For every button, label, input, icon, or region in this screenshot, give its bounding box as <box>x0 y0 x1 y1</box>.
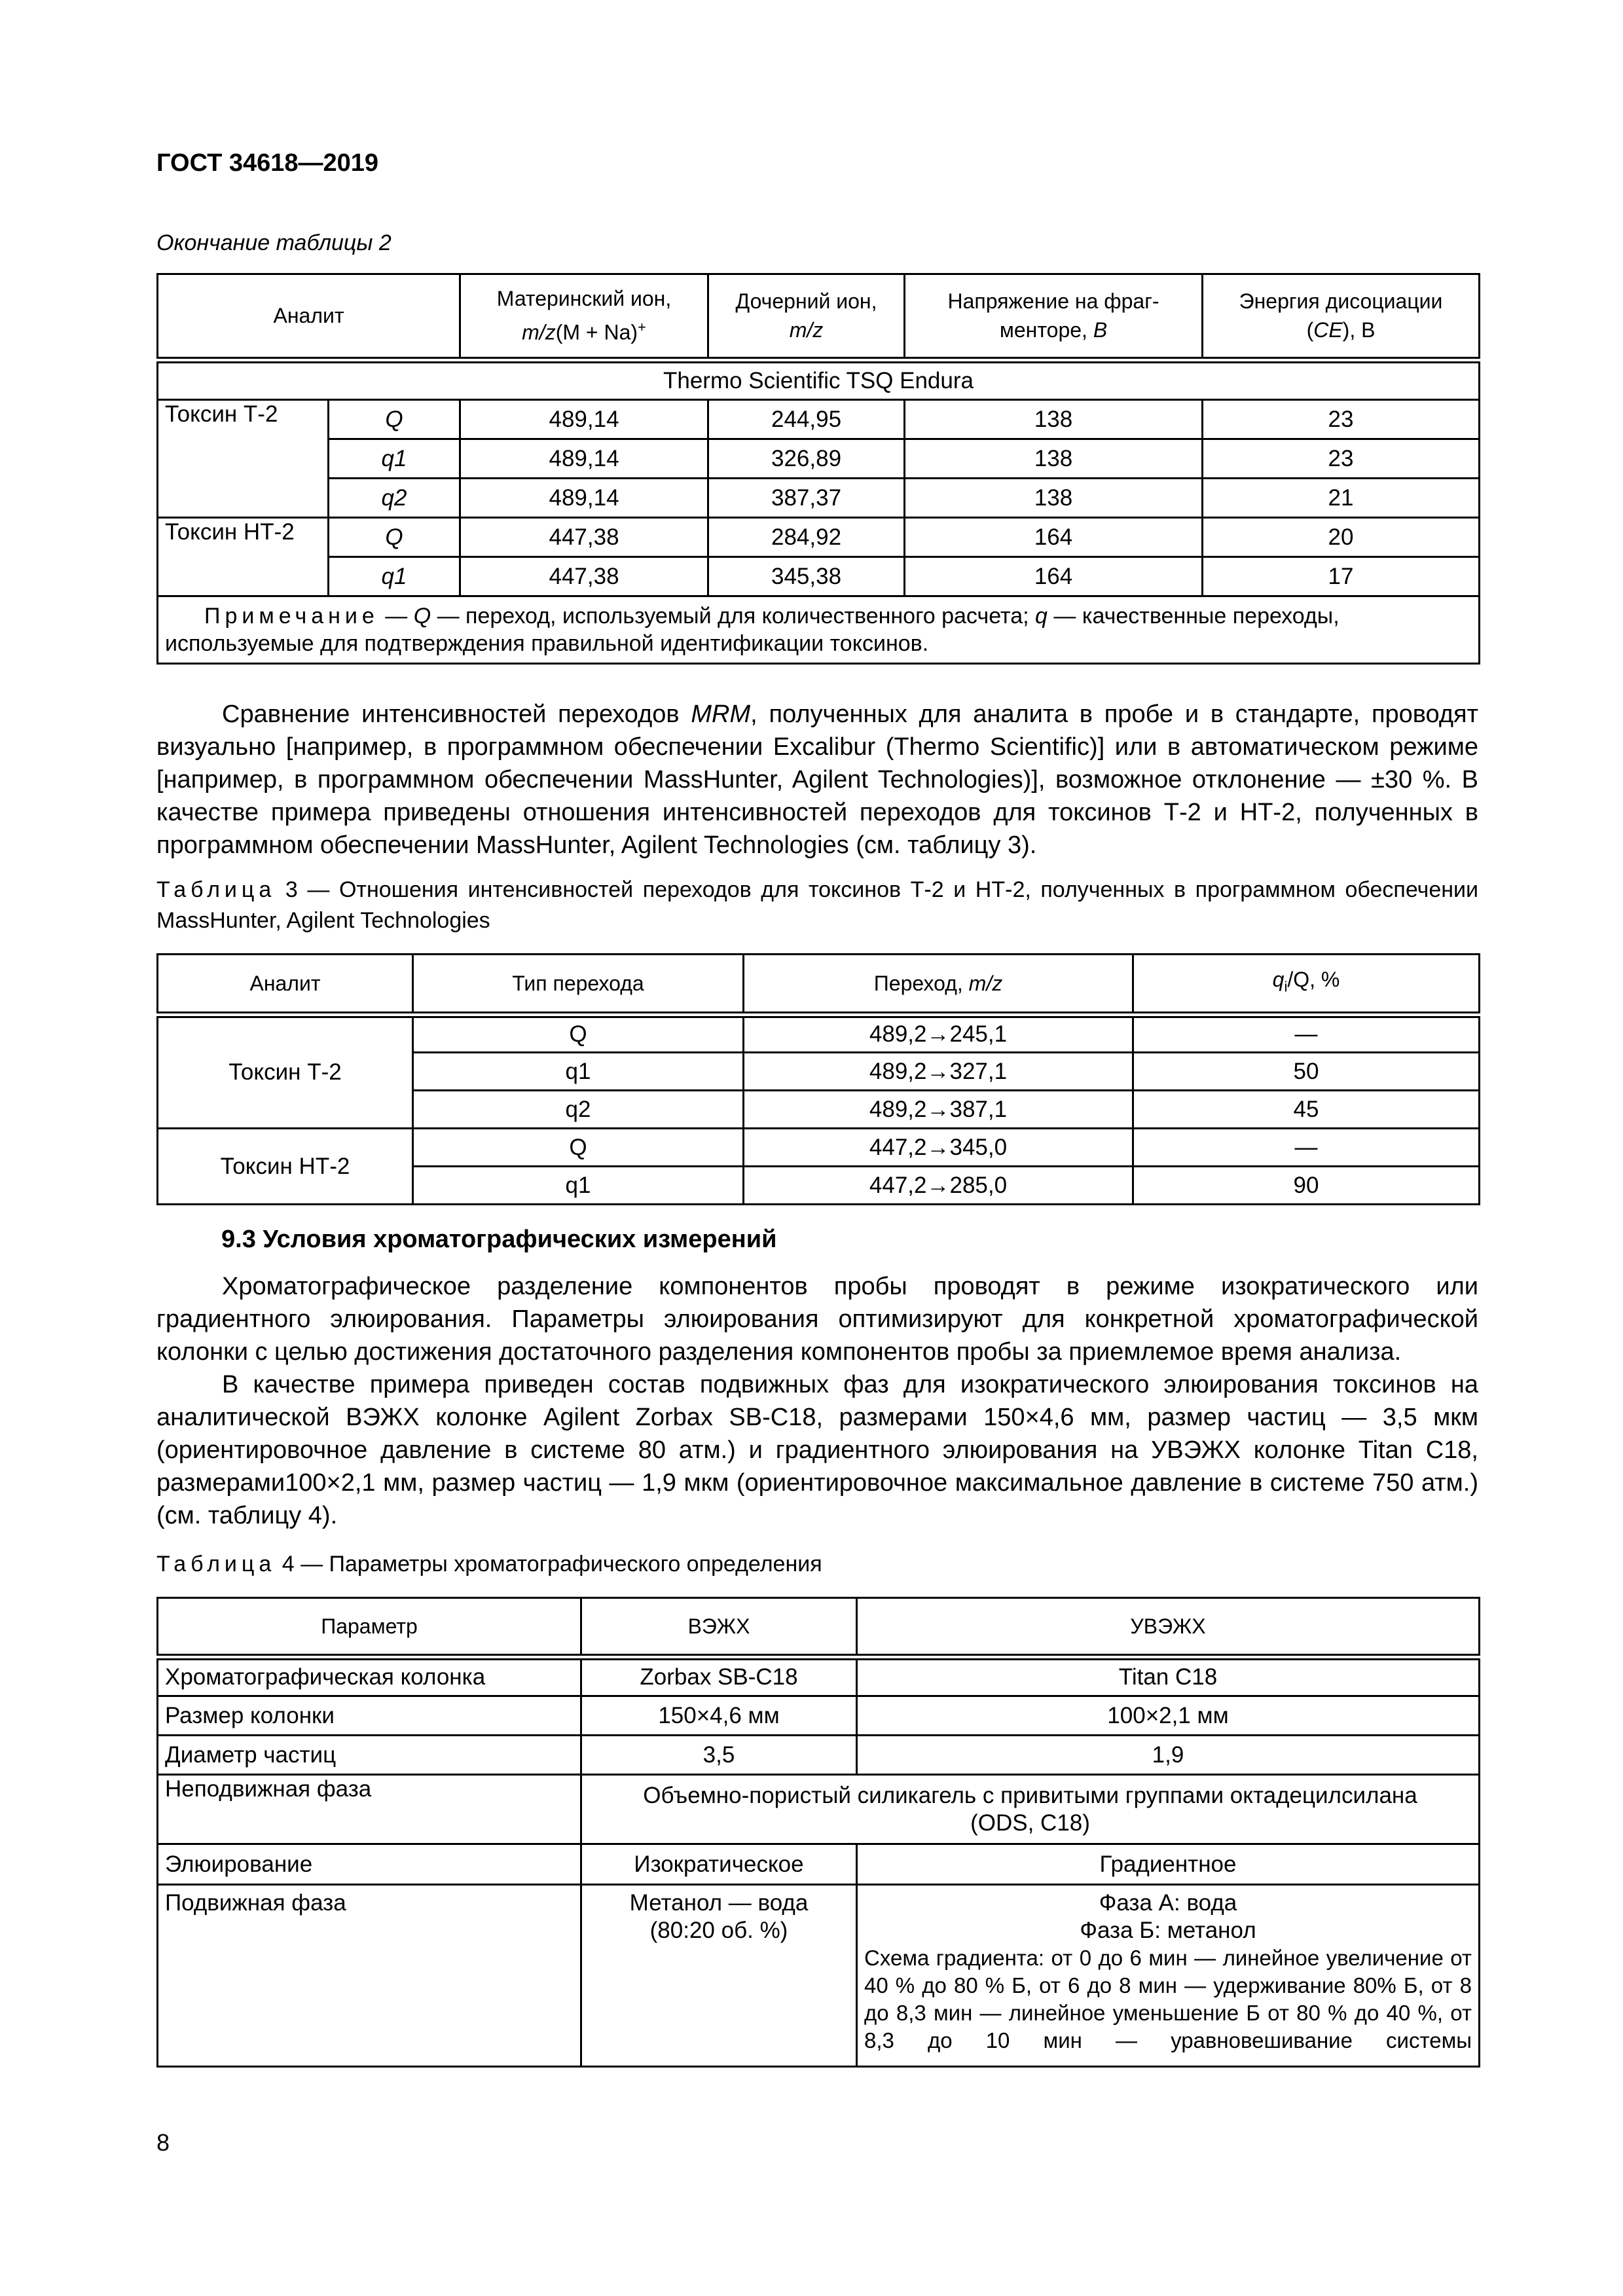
ratio-cell: 50 <box>1133 1053 1480 1091</box>
daughter-cell: 345,38 <box>708 557 905 596</box>
transition-cell: 447,2→345,0 <box>744 1129 1133 1167</box>
uhplc-cell: 1,9 <box>857 1736 1480 1775</box>
daughter-cell: 284,92 <box>708 518 905 557</box>
fragmentor-cell: 164 <box>905 557 1203 596</box>
table-row <box>158 518 1480 557</box>
table4 <box>156 1597 1480 2068</box>
col-ratio: $q_i/Q$, % <box>1133 955 1480 1015</box>
table4-caption: Таблица 4 — Параметры хроматографического определения <box>156 1552 822 1576</box>
table-row <box>158 479 1480 518</box>
table-row <box>158 557 1480 596</box>
section-row: Thermo Scientific TSQ Endura <box>158 360 1480 400</box>
analyte-cell: Токсин НТ-2 <box>158 518 329 596</box>
table-row <box>158 400 1480 439</box>
table2-note: Примечание — Q — переход, используемый для количественного расчета; q — качественные переходы, используемые для подтверждения правильной идентификации токсинов. <box>158 596 1480 664</box>
daughter-cell: 387,37 <box>708 479 905 518</box>
param-cell: Элюирование <box>158 1844 581 1885</box>
ratio-cell: — <box>1133 1015 1480 1053</box>
type-cell: q1 <box>329 439 460 479</box>
col-hplc: ВЭЖХ <box>581 1598 857 1657</box>
col-fragmentor: Напряжение на фраг- менторе, В <box>905 274 1203 360</box>
ratio-cell: 90 <box>1133 1167 1480 1205</box>
type-cell: q1 <box>413 1053 744 1091</box>
uhplc-cell: 100×2,1 мм <box>857 1696 1480 1736</box>
col-type: Тип перехода <box>413 955 744 1015</box>
ce-cell: 20 <box>1203 518 1480 557</box>
uhplc-cell: Titan C18 <box>857 1657 1480 1696</box>
type-cell: Q <box>413 1015 744 1053</box>
analyte-cell: Токсин Т-2 <box>158 1015 413 1129</box>
type-cell: q1 <box>329 557 460 596</box>
section-heading: 9.3 Условия хроматографических измерений <box>221 1226 777 1253</box>
table2-caption: Окончание таблицы 2 <box>156 230 392 255</box>
fragmentor-cell: 164 <box>905 518 1203 557</box>
table-row <box>158 1844 1480 1885</box>
transition-cell: 489,2→387,1 <box>744 1091 1133 1129</box>
transition-cell: 447,2→285,0 <box>744 1167 1133 1205</box>
hplc-cell: Изократическое <box>581 1844 857 1885</box>
hplc-cell: Метанол — вода (80:20 об. %) <box>581 1885 857 2067</box>
table-row <box>158 439 1480 479</box>
col-ce: Энергия дисоциации (CE), В <box>1203 274 1480 360</box>
table-row <box>158 1736 1480 1775</box>
daughter-cell: 326,89 <box>708 439 905 479</box>
transition-cell: 489,2→327,1 <box>744 1053 1133 1091</box>
param-cell: Неподвижная фаза <box>158 1775 581 1844</box>
param-cell: Хроматографическая колонка <box>158 1657 581 1696</box>
paragraph: В качестве примера приведен состав подвижных фаз для изократического элюирования токсинов на аналитической ВЭЖХ колонке Agilent Zorbax SB-C18, размерами 150×4,6 мм, размер частиц — 3,5 мкм (ориентировочное давление в системе 80 атм.) и градиентного элюирования на УВЭЖХ колонке Titan C18, размерами100×2,1 мм, размер частиц — 1,9 мкм (ориентировочное максимальное давление в системе 750 атм.) (см. таблицу 4). <box>156 1371 1478 1529</box>
col-transition: Переход, m/z <box>744 955 1133 1015</box>
ratio-cell: 45 <box>1133 1091 1480 1129</box>
type-cell: Q <box>329 400 460 439</box>
hplc-cell: 3,5 <box>581 1736 857 1775</box>
fragmentor-cell: 138 <box>905 400 1203 439</box>
parent-cell: 489,14 <box>460 400 708 439</box>
table3-caption: Таблица 3 — Отношения интенсивностей переходов для токсинов Т-2 и НТ-2, полученных в программном обеспечении MassHunter, Agilent Technologies <box>156 877 1478 933</box>
table-row <box>158 1657 1480 1696</box>
param-cell: Подвижная фаза <box>158 1885 581 2067</box>
col-parent-ion: Материнский ион, m/z(M + Na)+ <box>460 274 708 360</box>
fragmentor-cell: 138 <box>905 439 1203 479</box>
uhplc-cell: Градиентное <box>857 1844 1480 1885</box>
param-cell: Размер колонки <box>158 1696 581 1736</box>
analyte-cell: Токсин Т-2 <box>158 400 329 518</box>
type-cell: Q <box>413 1129 744 1167</box>
ce-cell: 23 <box>1203 439 1480 479</box>
table2-header-row <box>158 274 1480 360</box>
table3 <box>156 953 1480 1205</box>
table-row <box>158 1015 1480 1053</box>
table-row <box>158 1775 1480 1844</box>
hplc-cell: Zorbax SB-C18 <box>581 1657 857 1696</box>
section-paragraphs <box>156 1270 1478 1532</box>
paragraph: Хроматографическое разделение компонентов пробы проводят в режиме изократического или градиентного элюирования. Параметры элюирования оптимизируют для конкретной хроматографической колонки с целью достижения достаточного разделения компонентов пробы за приемлемое время анализа. <box>156 1273 1478 1366</box>
col-analyte: Аналит <box>158 274 460 360</box>
type-cell: q2 <box>329 479 460 518</box>
daughter-cell: 244,95 <box>708 400 905 439</box>
col-analyte: Аналит <box>158 955 413 1015</box>
type-cell: q2 <box>413 1091 744 1129</box>
fragmentor-cell: 138 <box>905 479 1203 518</box>
ce-cell: 17 <box>1203 557 1480 596</box>
parent-cell: 489,14 <box>460 479 708 518</box>
analyte-cell: Токсин НТ-2 <box>158 1129 413 1205</box>
type-cell: q1 <box>413 1167 744 1205</box>
document-code: ГОСТ 34618—2019 <box>156 149 379 177</box>
uhplc-cell: Фаза А: вода Фаза Б: метанол Схема градиента: от 0 до 6 мин — линейное увеличение от 40 % до 80 % Б, от 6 до 8 мин — удерживание 80% Б, от 8 до 8,3 мин — линейное уменьшение Б от 80 % до 40 %, от 8,3 до 10 мин — уравновешивание системы <box>857 1885 1480 2067</box>
ce-cell: 23 <box>1203 400 1480 439</box>
table-row <box>158 1885 1480 2067</box>
table2 <box>156 273 1480 665</box>
type-cell: Q <box>329 518 460 557</box>
parent-cell: 447,38 <box>460 518 708 557</box>
ratio-cell: — <box>1133 1129 1480 1167</box>
table-row <box>158 1129 1480 1167</box>
stationary-phase-cell: Объемно-пористый силикагель с привитыми группами октадецилсилана (ODS, C18) <box>581 1775 1480 1844</box>
hplc-cell: 150×4,6 мм <box>581 1696 857 1736</box>
col-param: Параметр <box>158 1598 581 1657</box>
transition-cell: 489,2→245,1 <box>744 1015 1133 1053</box>
col-uhplc: УВЭЖХ <box>857 1598 1480 1657</box>
parent-cell: 447,38 <box>460 557 708 596</box>
param-cell: Диаметр частиц <box>158 1736 581 1775</box>
paragraph-mrm: Сравнение интенсивностей переходов MRM, полученных для аналита в пробе и в стандарте, проводят визуально [например, в программном обеспечении Excalibur (Thermo Scientific)] или в автоматическом режиме [например, в программном обеспечении MassHunter, Agilent Technologies)], возможное отклонение — ±30 %. В качестве примера приведены отношения интенсивностей переходов для токсинов Т-2 и НТ-2, полученных в программном обеспечении MassHunter, Agilent Technologies (см. таблицу 3). <box>156 701 1478 859</box>
page-number: 8 <box>156 2129 170 2156</box>
table-row <box>158 1696 1480 1736</box>
ce-cell: 21 <box>1203 479 1480 518</box>
parent-cell: 489,14 <box>460 439 708 479</box>
col-daughter-ion: Дочерний ион, m/z <box>708 274 905 360</box>
